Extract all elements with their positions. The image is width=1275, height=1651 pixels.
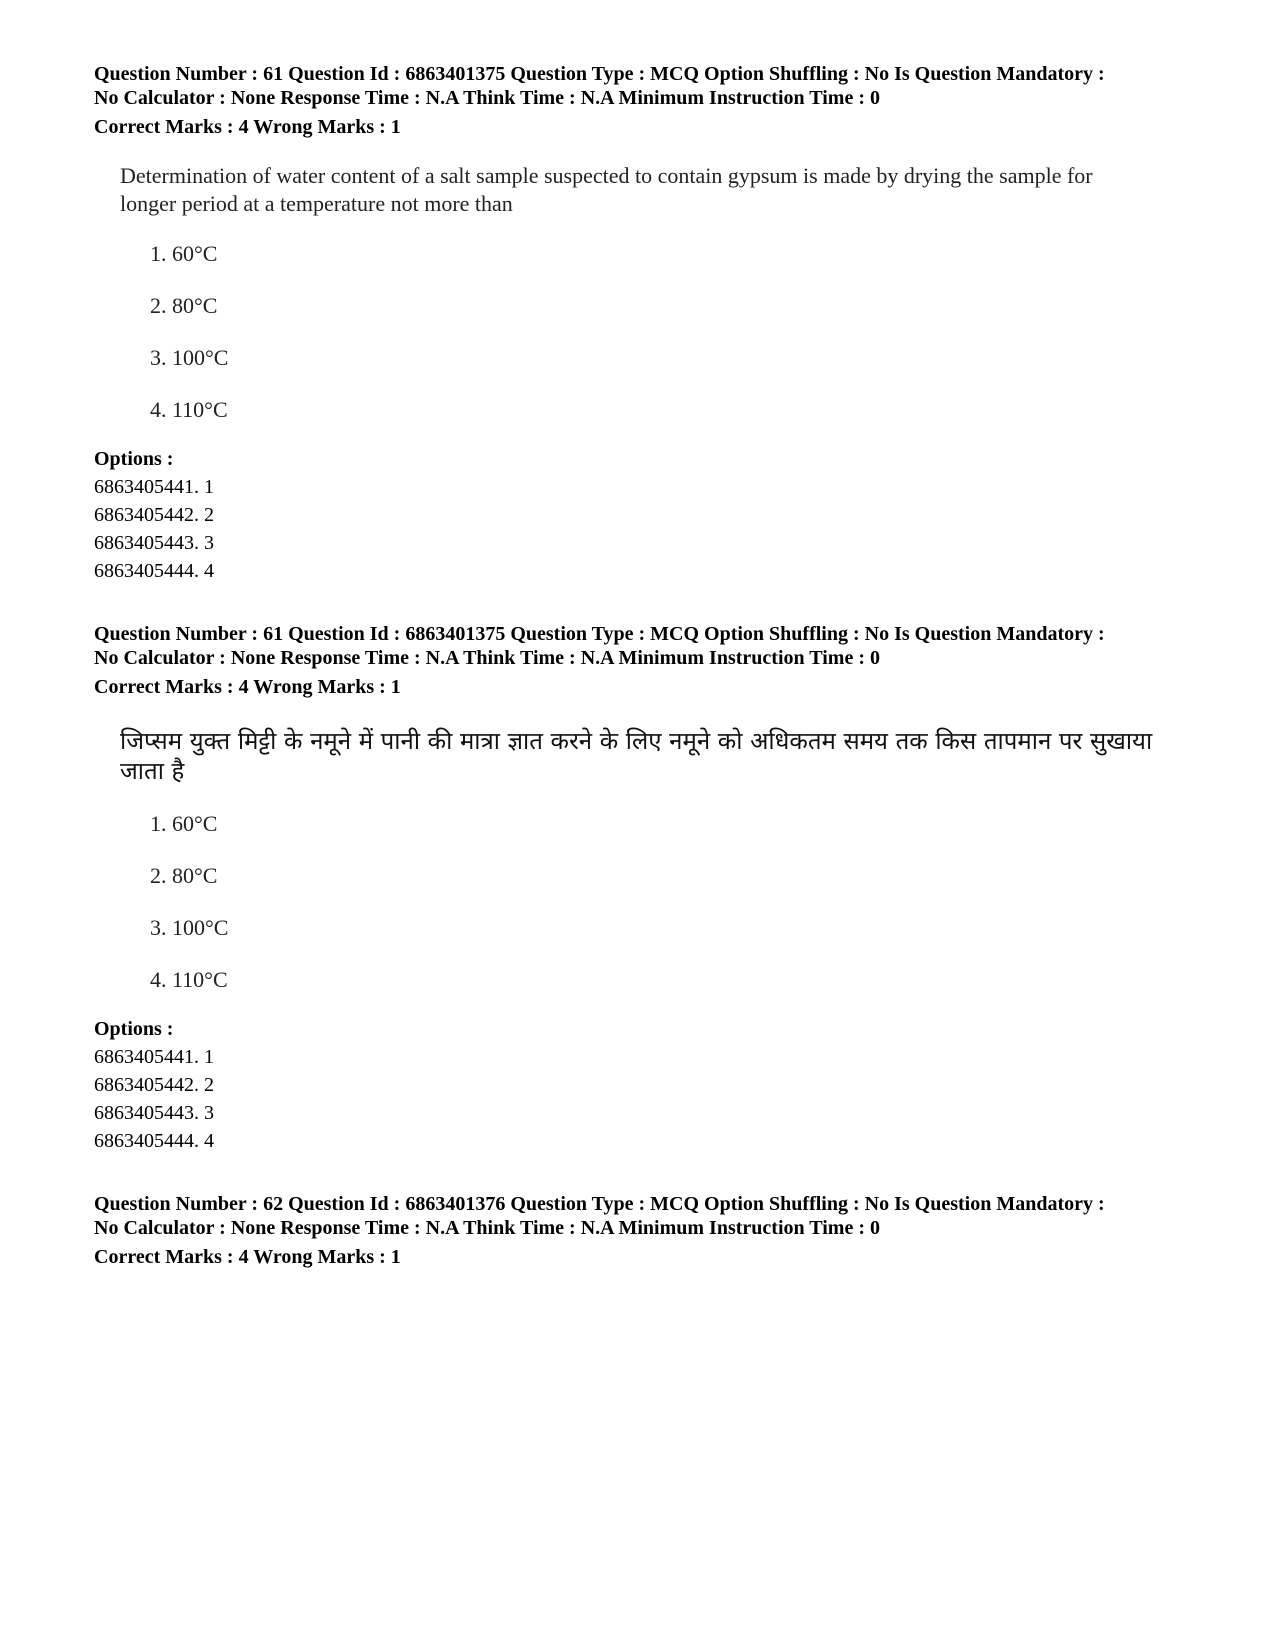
- question-meta-3: [94, 1192, 1214, 1269]
- choice-4: 4. 110°C: [150, 967, 228, 992]
- options-label: Options :: [94, 1018, 174, 1040]
- question-text-line-1: जिप्सम युक्त मिट्टी के नमूने में पानी की मात्रा ज्ञात करने के लिए नमूने को अधिकतम समय तक किस तापमान पर सुखाया: [120, 727, 1153, 755]
- choice-4: 4. 110°C: [150, 397, 228, 422]
- option-id-1: 6863405441. 1: [94, 1046, 214, 1068]
- question-marks: Correct Marks : 4 Wrong Marks : 1: [94, 116, 401, 138]
- question-text-hindi: [120, 726, 1200, 786]
- choice-3: 3. 100°C: [150, 915, 229, 940]
- option-id-2: 6863405442. 2: [94, 1074, 214, 1096]
- choice-2: 2. 80°C: [150, 863, 218, 888]
- question-meta-line-2: No Calculator : None Response Time : N.A Think Time : N.A Minimum Instruction Time : 0: [94, 1217, 880, 1239]
- choice-3: 3. 100°C: [150, 345, 229, 370]
- question-text-line-2: longer period at a temperature not more than: [120, 191, 513, 216]
- question-meta-1: [94, 62, 1214, 139]
- question-text-english: [120, 162, 1200, 218]
- option-id-3: 6863405443. 3: [94, 1102, 214, 1124]
- option-id-4: 6863405444. 4: [94, 1130, 214, 1152]
- question-meta-line-1: Question Number : 61 Question Id : 6863401375 Question Type : MCQ Option Shuffling : No Is Question Mandatory :: [94, 623, 1105, 645]
- option-id-3: 6863405443. 3: [94, 532, 214, 554]
- question-marks: Correct Marks : 4 Wrong Marks : 1: [94, 676, 401, 698]
- question-meta-line-1: Question Number : 62 Question Id : 6863401376 Question Type : MCQ Option Shuffling : No Is Question Mandatory :: [94, 1193, 1105, 1215]
- option-id-4: 6863405444. 4: [94, 560, 214, 582]
- options-label: Options :: [94, 448, 174, 470]
- question-text-line-2: जाता है: [120, 757, 185, 785]
- question-meta-line-1: Question Number : 61 Question Id : 6863401375 Question Type : MCQ Option Shuffling : No Is Question Mandatory :: [94, 63, 1105, 85]
- choice-1: 1. 60°C: [150, 241, 218, 266]
- question-meta-line-2: No Calculator : None Response Time : N.A Think Time : N.A Minimum Instruction Time : 0: [94, 647, 880, 669]
- question-text-line-1: Determination of water content of a salt sample suspected to contain gypsum is made by drying the sample for: [120, 163, 1093, 188]
- choice-1: 1. 60°C: [150, 811, 218, 836]
- option-id-2: 6863405442. 2: [94, 504, 214, 526]
- question-marks: Correct Marks : 4 Wrong Marks : 1: [94, 1246, 401, 1268]
- option-id-1: 6863405441. 1: [94, 476, 214, 498]
- question-meta-2: [94, 622, 1214, 699]
- question-meta-line-2: No Calculator : None Response Time : N.A Think Time : N.A Minimum Instruction Time : 0: [94, 87, 880, 109]
- choice-2: 2. 80°C: [150, 293, 218, 318]
